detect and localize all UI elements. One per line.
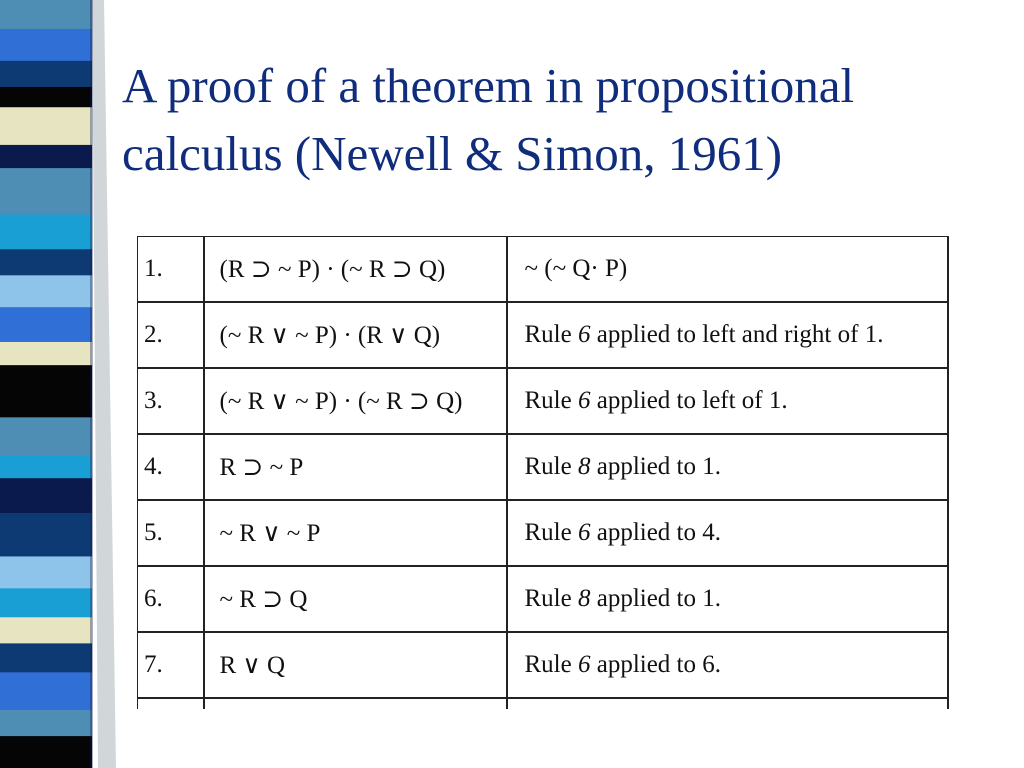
justification-text: Rule — [524, 453, 578, 480]
stripe-band — [0, 478, 92, 513]
justification-text: applied to 4. — [590, 519, 721, 546]
justification-text: Rule — [524, 519, 578, 546]
step-number: 5. — [138, 500, 204, 566]
stripe-band — [0, 29, 92, 61]
stripe-band — [0, 61, 92, 88]
step-number: 3. — [138, 368, 204, 434]
formula-cell: (~ R ∨ ~ P) · (~ R ⊃ Q) — [204, 368, 507, 434]
justification-text: Rule — [524, 585, 578, 612]
step-number: 4. — [138, 434, 204, 500]
rule-number: 8 — [577, 585, 591, 612]
stripe-band — [0, 556, 92, 588]
formula-cell: R ⊃ ~ P — [204, 434, 507, 500]
empty-cell — [507, 698, 948, 709]
stripe-band — [0, 0, 92, 30]
slide-title — [122, 52, 1012, 188]
justification-text: applied to 1. — [590, 585, 721, 612]
justification-text: applied to 6. — [590, 651, 721, 678]
stripe-band — [0, 168, 92, 215]
stripe-band — [0, 107, 92, 145]
table-row — [138, 434, 948, 500]
stripe-band — [0, 736, 92, 768]
justification-cell — [507, 566, 948, 632]
table-row — [138, 632, 948, 698]
justification-text: ~ (~ Q· P) — [524, 255, 628, 282]
step-number: 7. — [138, 632, 204, 698]
stripe-band — [0, 365, 92, 418]
empty-cell — [204, 698, 507, 709]
justification-cell — [507, 237, 948, 303]
proof-table — [137, 236, 949, 709]
justification-text: applied to 1. — [590, 453, 721, 480]
step-number: 1. — [138, 237, 204, 303]
justification-cell — [507, 302, 948, 368]
justification-text: applied to left of 1. — [590, 387, 788, 414]
step-number: 6. — [138, 566, 204, 632]
formula-cell: (R ⊃ ~ P) · (~ R ⊃ Q) — [204, 237, 507, 303]
decorative-stripe — [0, 0, 118, 768]
rule-number: 6 — [577, 387, 591, 414]
formula-cell: R ∨ Q — [204, 632, 507, 698]
justification-cell — [507, 632, 948, 698]
rule-number: 6 — [577, 651, 591, 678]
formula-cell: ~ R ∨ ~ P — [204, 500, 507, 566]
slide-title-line: A proof of a theorem in propositional — [122, 58, 855, 113]
justification-cell — [507, 368, 948, 434]
justification-cell — [507, 500, 948, 566]
stripe-shadow — [92, 0, 116, 768]
stripe-band — [0, 307, 92, 342]
table-row — [138, 368, 948, 434]
stripe-band — [0, 513, 92, 557]
justification-text: applied to left and right of 1. — [590, 321, 884, 348]
stripe-band — [0, 710, 92, 737]
justification-text: Rule — [524, 651, 578, 678]
table-row — [138, 500, 948, 566]
stripe-band — [0, 672, 92, 710]
rule-number: 6 — [577, 519, 591, 546]
stripe-edge — [90, 0, 93, 768]
formula-cell: (~ R ∨ ~ P) · (R ∨ Q) — [204, 302, 507, 368]
step-number: 2. — [138, 302, 204, 368]
table-row — [138, 302, 948, 368]
stripe-band — [0, 617, 92, 644]
table-row-tail — [138, 698, 948, 709]
table-row — [138, 237, 948, 303]
stripe-band — [0, 214, 92, 249]
stripe-band — [0, 455, 92, 479]
stripe-band — [0, 145, 92, 169]
slide-title-line: calculus (Newell & Simon, 1961) — [122, 126, 783, 181]
rule-number: 6 — [577, 321, 591, 348]
stripe-band — [0, 643, 92, 673]
stripe-band — [0, 342, 92, 366]
empty-cell — [138, 698, 204, 709]
justification-text: Rule — [524, 387, 578, 414]
stripe-band — [0, 249, 92, 276]
stripe-band — [0, 87, 92, 108]
justification-text: Rule — [524, 321, 578, 348]
rule-number: 8 — [577, 453, 591, 480]
table-row — [138, 566, 948, 632]
stripe-band — [0, 417, 92, 455]
justification-cell — [507, 434, 948, 500]
stripe-band — [0, 275, 92, 307]
stripe-band — [0, 588, 92, 618]
formula-cell: ~ R ⊃ Q — [204, 566, 507, 632]
